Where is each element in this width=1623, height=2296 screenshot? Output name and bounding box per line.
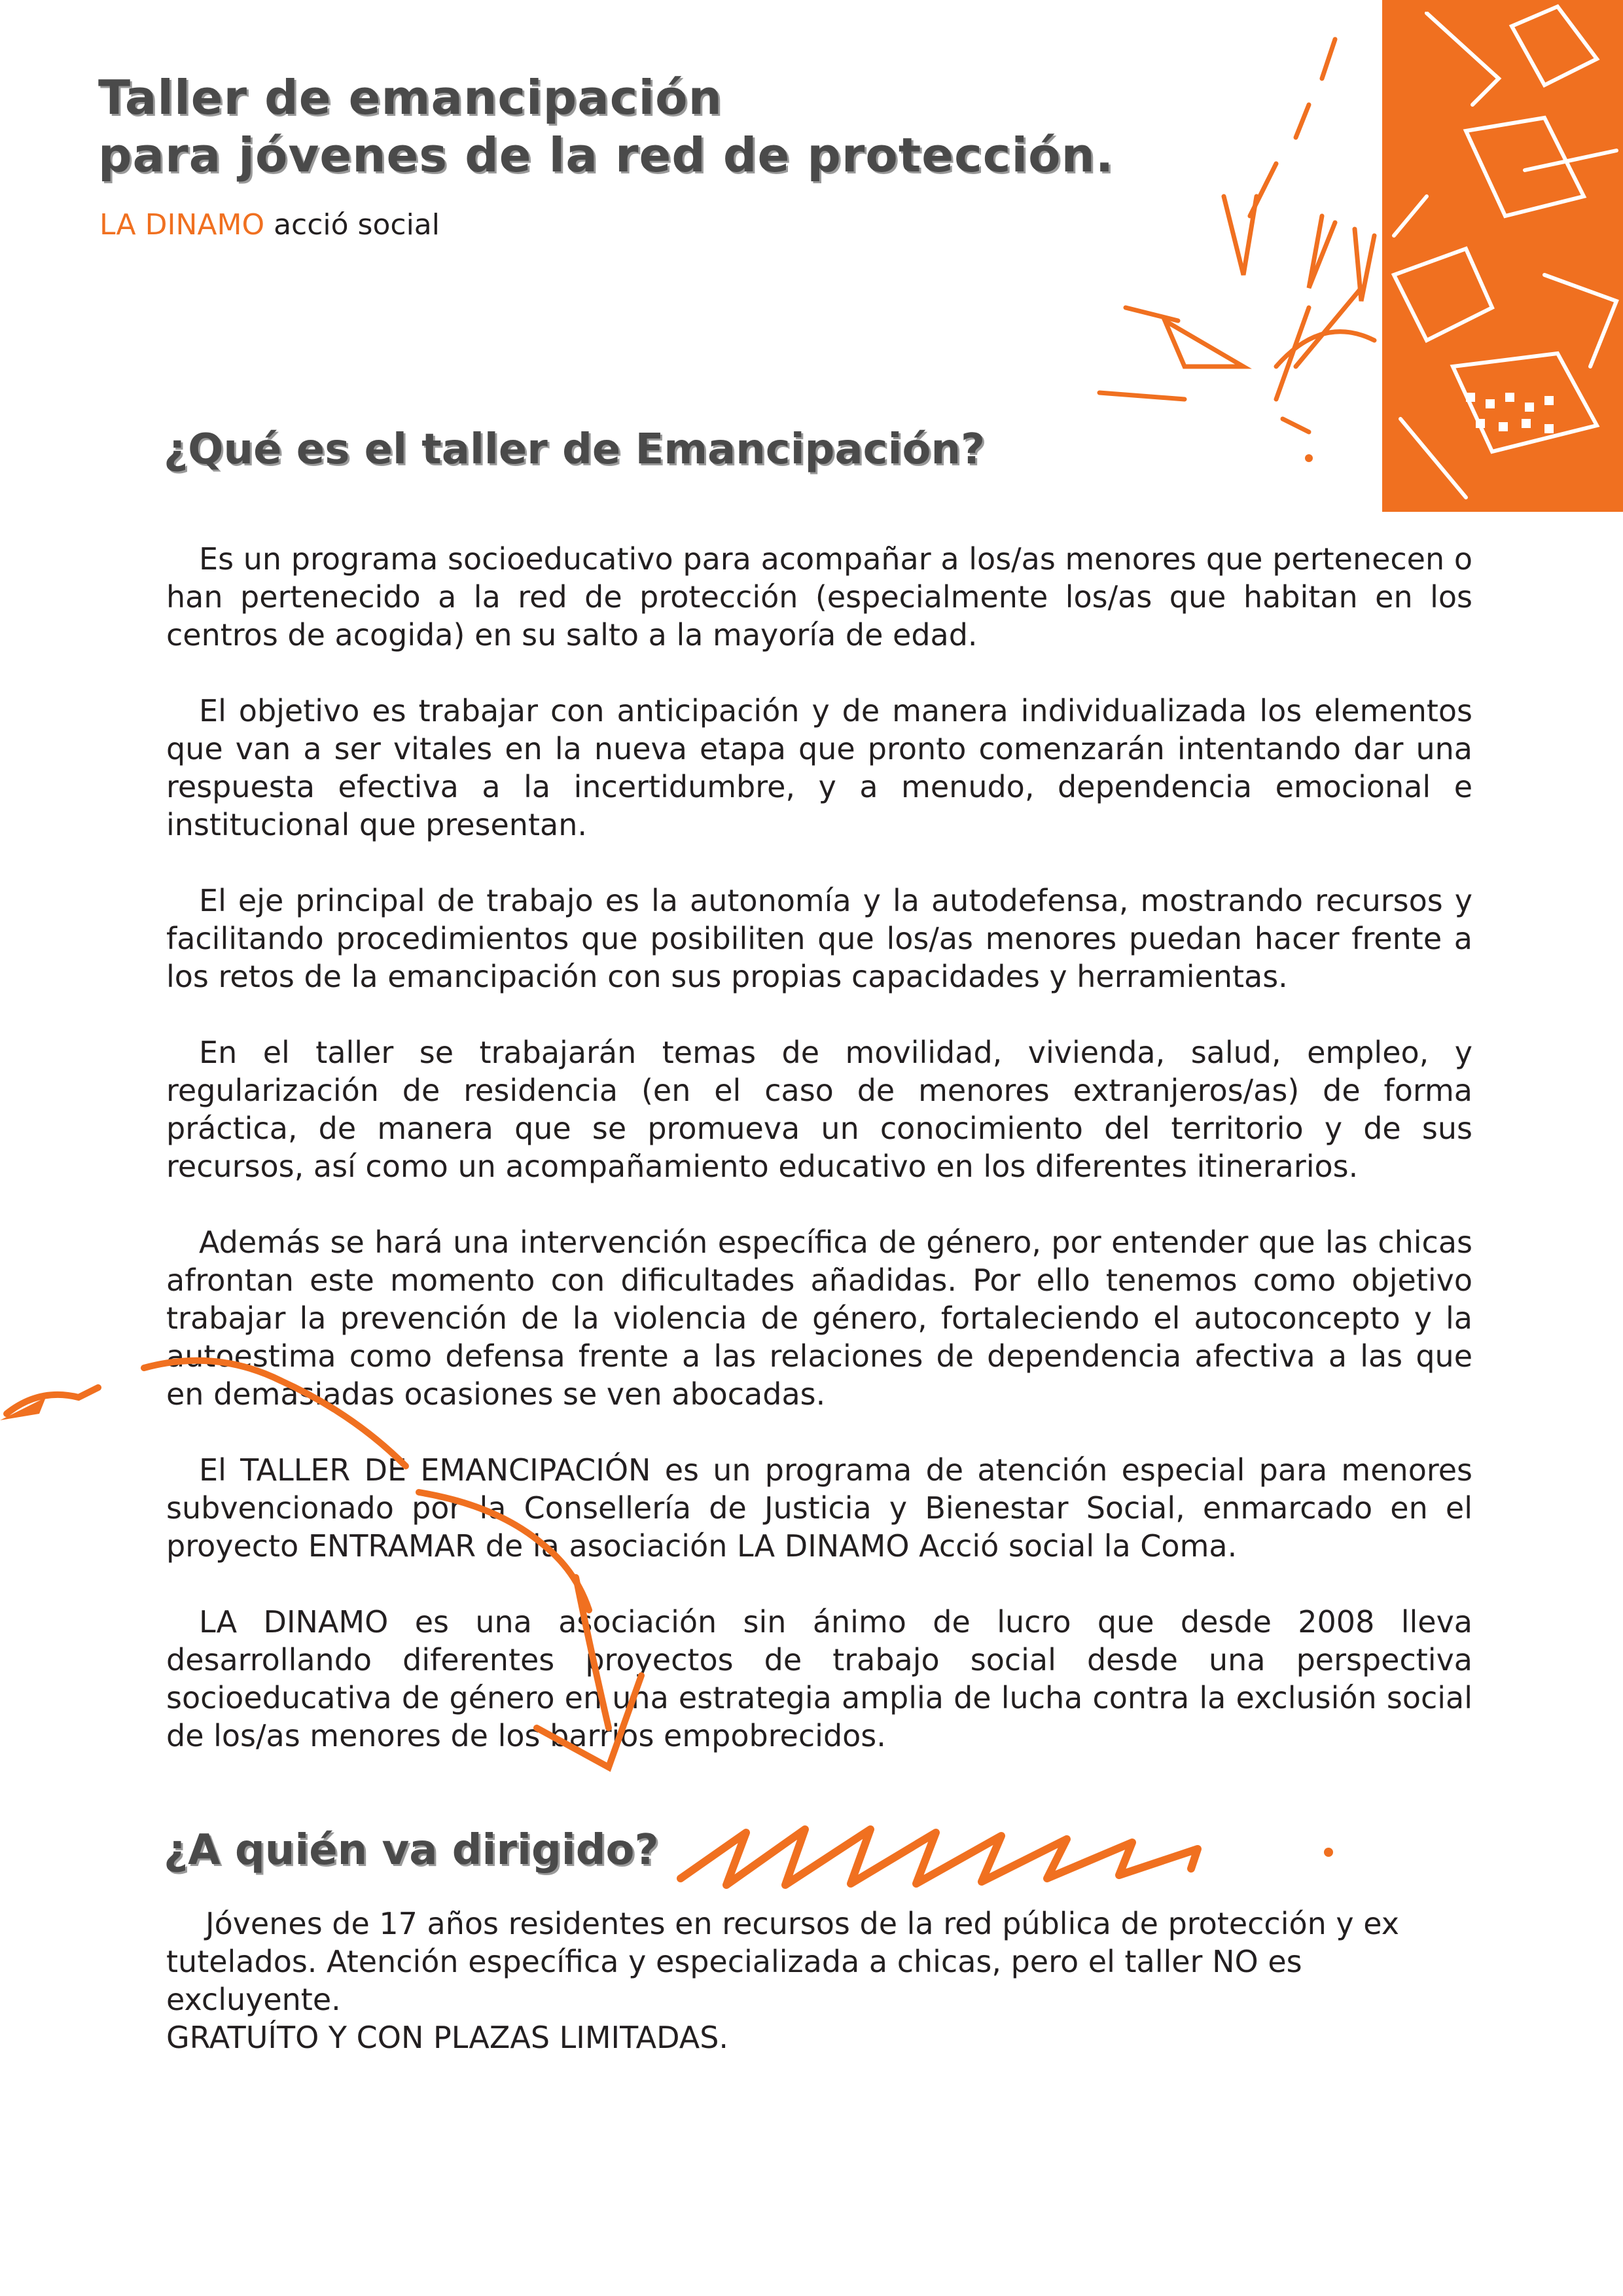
paragraph: LA DINAMO es una asociación sin ánimo de lucro que desde 2008 lleva desarrollando diferentes proyectos de trabajo social desde una perspectiva socioeducativa de género en una estrategia amplia de lucha contra la exclusión social de los/as menores de los barrios empobrecidos. (166, 1604, 1472, 1753)
paragraph: El eje principal de trabajo es la autonomía y la autodefensa, mostrando recursos y facilitando procedimientos que posibiliten que los/as menores puedan hacer frente a los retos de la emancipación con sus propias capacidades y herramientas. (166, 883, 1472, 994)
free-limited-notice: GRATUÍTO Y CON PLAZAS LIMITADAS. (166, 2020, 729, 2055)
organization-suffix: acció social (264, 208, 440, 242)
zigzag-decoration (674, 1813, 1355, 1898)
organization-line (99, 208, 440, 242)
paragraph: Además se hará una intervención específica de género, por entender que las chicas afrontan este momento con dificultades añadidas. Por ello tenemos como objetivo trabajar la prevención de la violencia de género, fortaleciendo el autoconcepto y la autoestima como defensa frente a las relaciones de dependencia afectiva a las que en demasiadas ocasiones se ven abocadas. (166, 1225, 1472, 1412)
swoosh-arrow-decoration (0, 1335, 654, 1780)
document-title (98, 69, 1114, 184)
title-line-2: para jóvenes de la red de protección. (98, 128, 1115, 183)
section-heading-what: ¿Qué es el taller de Emancipación? (164, 425, 986, 474)
paragraph: En el taller se trabajarán temas de movilidad, vivienda, salud, empleo, y regularización de residencia (en el caso de menores extranjeros/as) de forma práctica, de manera que se promueva un conocimiento del territorio y de sus recursos, así como un acompañamiento educativo en los diferentes itinerarios. (166, 1035, 1472, 1184)
paragraph: El objetivo es trabajar con anticipación y de manera individualizada los elementos que van a ser vitales en la nueva etapa que pronto comenzarán intentando dar una respuesta efectiva a la incertidumbre, y a menudo, dependencia emocional e institucional que presentan. (166, 693, 1472, 842)
section-heading-who: ¿A quién va dirigido? (164, 1826, 659, 1874)
organization-name: LA DINAMO (99, 208, 265, 242)
title-line-1: Taller de emancipación (98, 70, 722, 125)
paragraph: El TALLER DE EMANCIPACIÓN es un programa de atención especial para menores subvencionado por la Consellería de Justicia y Bienestar Social, enmarcado en el proyecto ENTRAMAR de la asociación LA DINAMO Acció social la Coma. (166, 1452, 1472, 1564)
section-body-who (166, 1905, 1475, 2056)
audience-line: Jóvenes de 17 años residentes en recursos de la red pública de protección y ex tutelados. Atención específica y especializada a chicas, pero el taller NO es excluyente. (166, 1906, 1399, 2017)
paragraph: Es un programa socioeducativo para acompañar a los/as menores que pertenecen o han pertenecido a la red de protección (especialmente los/as que habitan en los centros de acogida) en su salto a la mayoría de edad. (166, 541, 1472, 653)
